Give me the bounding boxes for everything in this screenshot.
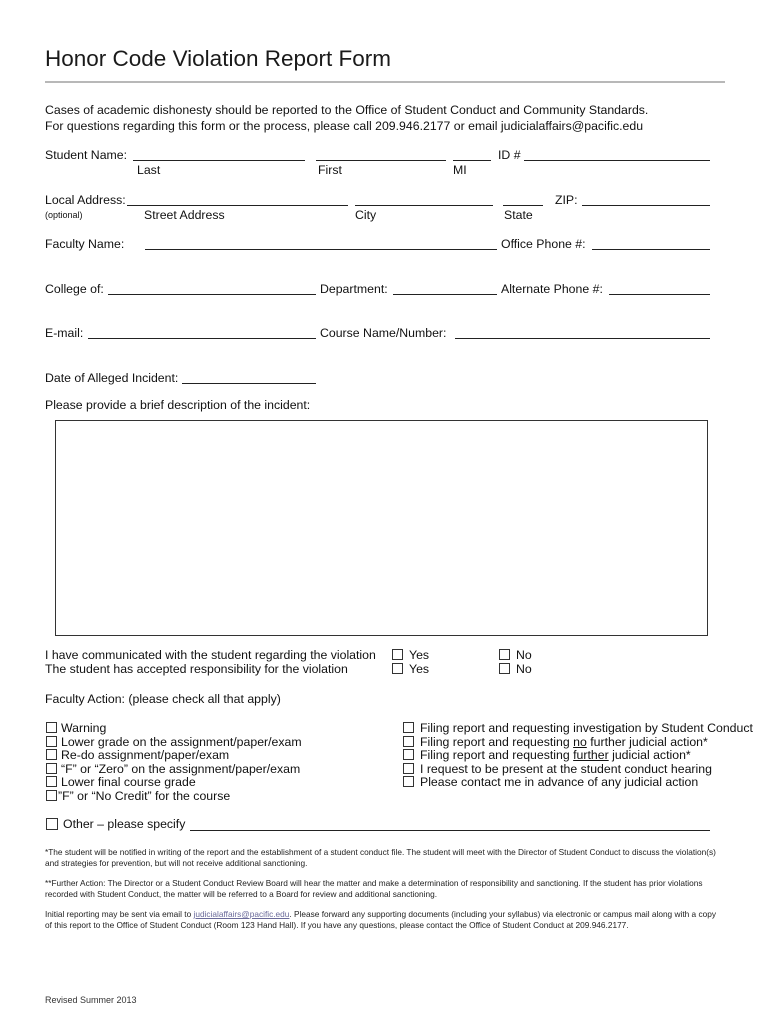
department-label: Department: — [320, 282, 388, 296]
page-title: Honor Code Violation Report Form — [45, 46, 392, 71]
redo-assignment-checkbox[interactable] — [46, 749, 57, 760]
incident-description-label: Please provide a brief description of the incident: — [45, 398, 311, 412]
f-or-zero-label: “F” or “Zero” on the assignment/paper/exam — [61, 762, 301, 776]
note-student-notification: *The student will be notified in writing of the report and the establishment of a student conduct file. The student will meet with the Director of Student Conduct to discuss the violation(s) and strategies for prevention, but will not receive additional sanctioning. — [45, 847, 716, 869]
zip-label: ZIP: — [555, 193, 578, 207]
contact-in-advance-label: Please contact me in advance of any judicial action — [420, 775, 699, 789]
student-first-name-field[interactable] — [316, 160, 446, 161]
student-id-field[interactable] — [524, 160, 710, 161]
sub-label-mi: MI — [453, 163, 467, 177]
further-action-label: Filing report and requesting further judicial action* — [420, 748, 691, 762]
college-field[interactable] — [108, 294, 316, 295]
incident-date-field[interactable] — [182, 383, 316, 384]
communicated-yes-checkbox[interactable] — [392, 649, 403, 660]
lower-final-grade-label: Lower final course grade — [61, 775, 196, 789]
warning-label: Warning — [61, 721, 107, 735]
accepted-no-checkbox[interactable] — [499, 663, 510, 674]
intro-line-1: Cases of academic dishonesty should be reported to the Office of Student Conduct and Community Standards. — [45, 103, 649, 117]
communicated-no-checkbox[interactable] — [499, 649, 510, 660]
communicated-yes-label: Yes — [409, 648, 430, 662]
communicated-no-label: No — [516, 648, 532, 662]
request-investigation-label: Filing report and requesting investigation by Student Conduct — [420, 721, 753, 735]
email-label: E-mail: — [45, 326, 84, 340]
incident-date-label: Date of Alleged Incident: — [45, 371, 179, 385]
lower-grade-checkbox[interactable] — [46, 736, 57, 747]
other-checkbox[interactable] — [46, 818, 58, 830]
request-investigation-checkbox[interactable] — [403, 722, 414, 733]
course-name-label: Course Name/Number: — [320, 326, 447, 340]
other-label: Other – please specify — [63, 817, 186, 831]
incident-description-textarea[interactable] — [55, 420, 708, 636]
further-action-checkbox[interactable] — [403, 749, 414, 760]
alternate-phone-field[interactable] — [609, 294, 710, 295]
sub-label-city: City — [355, 208, 377, 222]
question-communicated: I have communicated with the student regarding the violation — [45, 648, 376, 662]
accepted-yes-label: Yes — [409, 662, 430, 676]
faculty-name-label: Faculty Name: — [45, 237, 125, 251]
sub-label-street-address: Street Address — [144, 208, 225, 222]
f-or-zero-checkbox[interactable] — [46, 763, 57, 774]
local-address-label: Local Address: — [45, 193, 126, 207]
id-label: ID # — [498, 148, 521, 162]
no-further-action-label: Filing report and requesting no further judicial action* — [420, 735, 708, 749]
student-name-label: Student Name: — [45, 148, 128, 162]
course-name-field[interactable] — [455, 338, 710, 339]
present-at-hearing-label: I request to be present at the student conduct hearing — [420, 762, 712, 776]
department-field[interactable] — [393, 294, 497, 295]
email-field[interactable] — [88, 338, 316, 339]
student-last-name-field[interactable] — [133, 160, 305, 161]
no-further-action-checkbox[interactable] — [403, 736, 414, 747]
college-label: College of: — [45, 282, 104, 296]
alternate-phone-label: Alternate Phone #: — [501, 282, 603, 296]
city-field[interactable] — [355, 205, 493, 206]
sub-label-first: First — [318, 163, 342, 177]
street-address-field[interactable] — [127, 205, 348, 206]
optional-note: (optional) — [45, 210, 83, 220]
sub-label-last: Last — [137, 163, 161, 177]
accepted-no-label: No — [516, 662, 532, 676]
title-divider — [45, 81, 725, 83]
lower-grade-label: Lower grade on the assignment/paper/exam — [61, 735, 302, 749]
other-specify-field[interactable] — [190, 830, 710, 831]
intro-line-2: For questions regarding this form or the process, please call 209.946.2177 or email judicialaffairs@pacific.edu — [45, 119, 644, 133]
faculty-action-heading: Faculty Action: (please check all that apply) — [45, 692, 281, 706]
warning-checkbox[interactable] — [46, 722, 57, 733]
student-mi-field[interactable] — [453, 160, 491, 161]
f-or-no-credit-checkbox[interactable] — [46, 790, 57, 801]
office-phone-field[interactable] — [592, 249, 710, 250]
redo-assignment-label: Re-do assignment/paper/exam — [61, 748, 230, 762]
question-accepted-responsibility: The student has accepted responsibility for the violation — [45, 662, 348, 676]
zip-field[interactable] — [582, 205, 710, 206]
office-phone-label: Office Phone #: — [501, 237, 586, 251]
judicial-affairs-email-link[interactable]: judicialaffairs@pacific.edu — [193, 909, 290, 919]
lower-final-grade-checkbox[interactable] — [46, 776, 57, 787]
revision-footer: Revised Summer 2013 — [45, 995, 137, 1005]
accepted-yes-checkbox[interactable] — [392, 663, 403, 674]
present-at-hearing-checkbox[interactable] — [403, 763, 414, 774]
contact-in-advance-checkbox[interactable] — [403, 776, 414, 787]
sub-label-state: State — [504, 208, 533, 222]
f-or-no-credit-label: ”F” or “No Credit” for the course — [58, 789, 231, 803]
note-further-action: **Further Action: The Director or a Student Conduct Review Board will hear the matter and make a determination of responsibility and sanctioning. If the student has prior violations recorded with Student Conduct, the matter will be referred to a Board for review and additional sanctioning. — [45, 878, 703, 900]
note-initial-reporting: Initial reporting may be sent via email to judicialaffairs@pacific.edu. Please forward any supporting documents (including your syllabus) via electronic or campus mail along with a copy of this report to the Office of Student Conduct (Room 123 Hand Hall). If you have any questions, please contact the Office of Student Conduct at 209.946.2177. — [45, 909, 716, 931]
state-field[interactable] — [503, 205, 543, 206]
faculty-name-field[interactable] — [145, 249, 497, 250]
